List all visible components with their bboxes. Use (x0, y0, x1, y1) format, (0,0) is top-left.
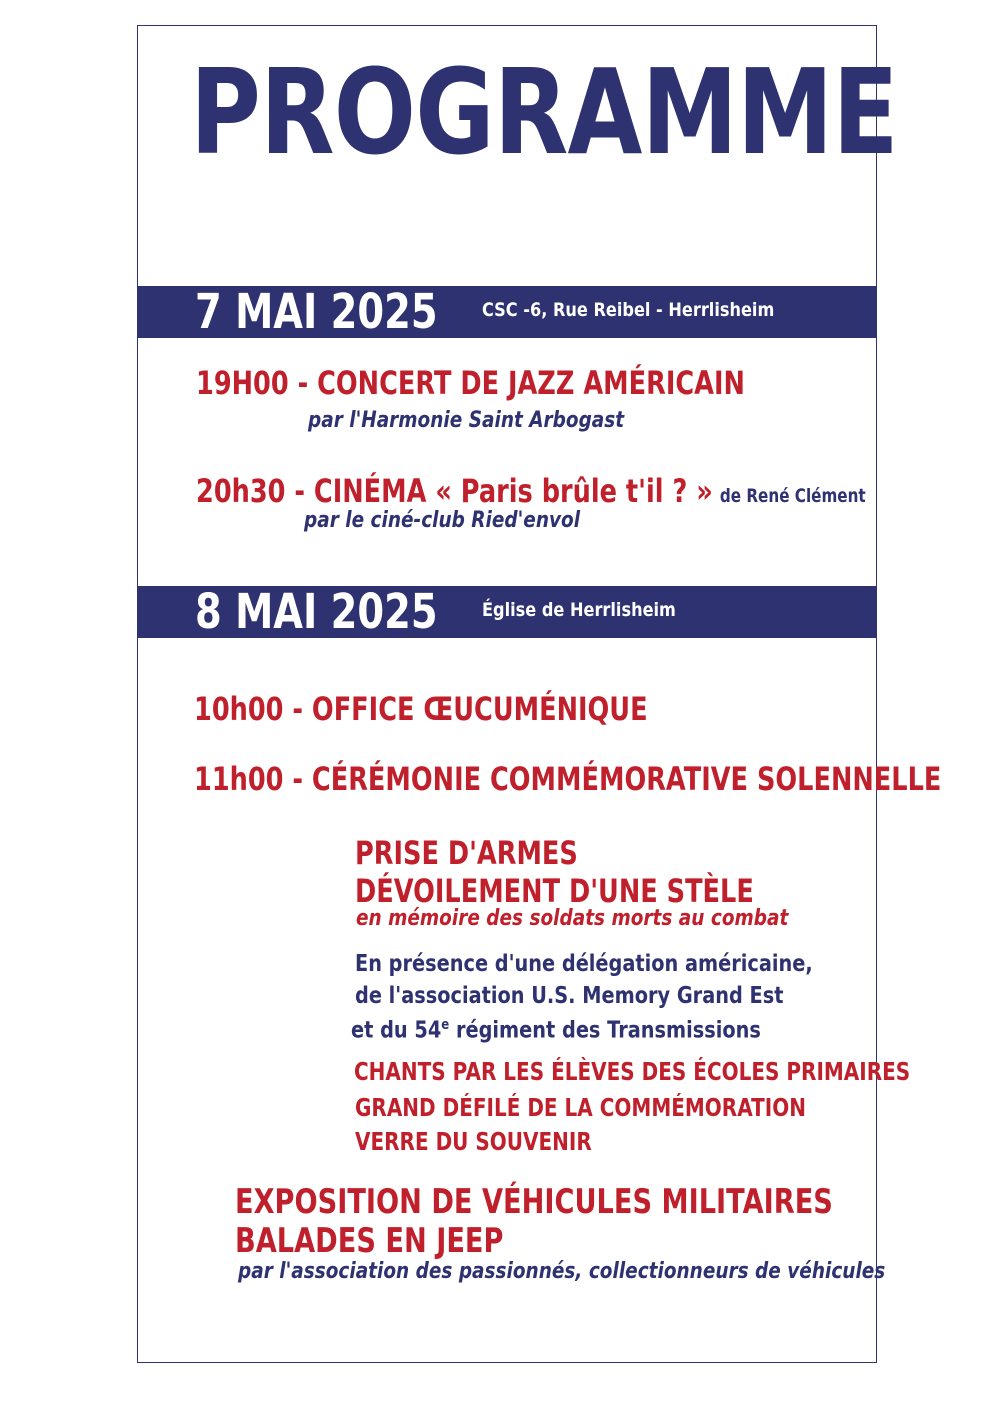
day2-ceremony: 11h00 - CÉRÉMONIE COMMÉMORATIVE SOLENNELLE (194, 760, 942, 798)
day2-association: par l'association des passionnés, collectionneurs de véhicules (238, 1259, 886, 1284)
day1-header-band (137, 286, 877, 338)
day2-place: Église de Herrlisheim (482, 599, 676, 621)
presence-text-b: régiment des Transmissions (449, 1017, 761, 1044)
day2-presence-line3 (351, 1012, 761, 1044)
day1-event2-by: par le ciné-club Ried'envol (304, 508, 581, 533)
day2-memoire: en mémoire des soldats morts au combat (356, 906, 789, 931)
day2-balades: BALADES EN JEEP (235, 1221, 504, 1261)
day1-event2-author: de René Clément (719, 485, 866, 507)
day1-place: CSC -6, Rue Reibel - Herrlisheim (482, 299, 775, 321)
day2-defile: GRAND DÉFILÉ DE LA COMMÉMORATION (355, 1093, 806, 1122)
day2-prise-armes: PRISE D'ARMES (355, 834, 578, 872)
day1-date: 7 MAI 2025 (195, 284, 438, 340)
presence-text-a: et du 54 (351, 1017, 442, 1044)
day2-office: 10h00 - OFFICE ŒUCUMÉNIQUE (194, 690, 648, 728)
day2-devoilement: DÉVOILEMENT D'UNE STÈLE (355, 872, 754, 910)
page-title: PROGRAMME (190, 43, 898, 181)
day1-event2-title: 20h30 - CINÉMA « Paris brûle t'il ? » (196, 472, 713, 510)
day2-header-band (137, 586, 877, 638)
day2-verre: VERRE DU SOUVENIR (355, 1127, 592, 1156)
day2-exposition: EXPOSITION DE VÉHICULES MILITAIRES (235, 1182, 833, 1222)
presence-sup: e (441, 1017, 450, 1033)
day2-chants: CHANTS PAR LES ÉLÈVES DES ÉCOLES PRIMAIRES (354, 1057, 911, 1086)
day1-event1-by: par l'Harmonie Saint Arbogast (308, 408, 625, 433)
day1-event1-title: 19H00 - CONCERT DE JAZZ AMÉRICAIN (196, 364, 745, 402)
day2-date: 8 MAI 2025 (195, 584, 438, 640)
day2-presence-line1: En présence d'une délégation américaine, (355, 951, 813, 977)
day2-presence-line2: de l'association U.S. Memory Grand Est (355, 983, 784, 1009)
